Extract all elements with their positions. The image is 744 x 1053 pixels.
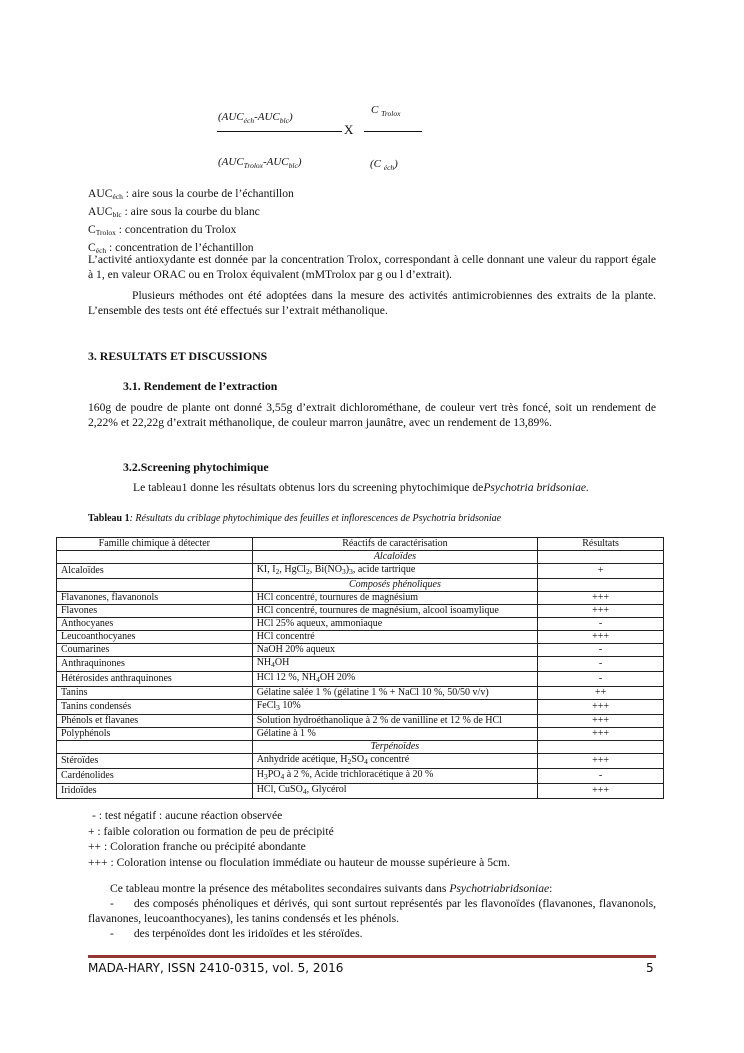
formula-c-trolox: C $_{Trolox}$ [371, 104, 401, 119]
table-row: Coumarines NaOH 20% aqueux - [57, 644, 664, 657]
table-row: Cardénolides $H_3PO_4$ à 2 %, Acide trichloracétique à 20 % - [57, 769, 664, 784]
table-legend [88, 808, 510, 870]
paragraph-methods: Plusieurs méthodes ont été adoptées dans la mesure des activités antimicrobiennes des extraits de la plante. L’ensemble des tests ont été effectués sur l’extrait méthanolique. [88, 289, 656, 317]
footer-page-number: 5 [646, 961, 654, 975]
table-header-row [57, 538, 664, 551]
header-family: Famille chimique à détecter [57, 538, 253, 551]
formula-numerator: $(AUC_{éch}-AUC_{blc})$ [218, 111, 293, 126]
table-row: Tanins Gélatine salée 1 % (gélatine 1 % + NaCl 10 %, 50/50 v/v) ++ [57, 687, 664, 700]
footer-journal: MADA-HARY, ISSN 2410-0315, vol. 5, 2016 [88, 961, 344, 975]
table-row: Anthraquinones $NH_4OH$ - [57, 657, 664, 672]
definitions-list [88, 186, 294, 258]
table-row: Hétérosides anthraquinones HCl 12 %, $NH_4OH$ 20% - [57, 672, 664, 687]
formula-denominator: $(AUC_{Trolox}-AUC_{blc})$ [218, 156, 302, 171]
definition-auc-ech: $AUC_{éch}$ : aire sous la courbe de l’échantillon [88, 187, 294, 201]
formula-fraction-bar-right [364, 131, 422, 132]
table-row: Stéroïdes Anhydride acétique, $H_2SO_4$ concentré +++ [57, 754, 664, 769]
table-row: Flavanones, flavanonols HCl concentré, tournures de magnésium +++ [57, 592, 664, 605]
header-reagents: Réactifs de caractérisation [252, 538, 537, 551]
table-row: Tanins condensés FeCl$_3$ 10% +++ [57, 700, 664, 715]
footer-rule [88, 955, 656, 958]
section-3-2-title: 3.2.Screening phytochimique [123, 460, 269, 474]
table-row: Leucoanthocyanes HCl concentré +++ [57, 631, 664, 644]
table-row: Alcaloïdes KI, $I_2$, HgCl$_2$, $Bi(NO_3)_3$, acide tartrique + [57, 564, 664, 579]
table-row: Flavones HCl concentré, tournures de magnésium, alcool isoamylique +++ [57, 605, 664, 618]
phytochemical-results-table [56, 537, 664, 799]
paragraph-summary: Ce tableau montre la présence des métabolites secondaires suivants dans Psychotriabridsoniae: [110, 882, 553, 895]
definition-c-ech: $C_{éch}$ : concentration de l’échantillon [88, 241, 254, 255]
bullet-terpenoids: - des terpénoïdes dont les iridoïdes et les stéroïdes. [110, 927, 363, 940]
formula-c-ech: (C $_{éch}$) [370, 158, 398, 173]
section-3-1-title: 3.1. Rendement de l’extraction [123, 379, 278, 393]
section-3-title: 3. RESULTATS ET DISCUSSIONS [88, 349, 268, 363]
table-row: Iridoïdes HCl, CuSO$_4$, Glycérol +++ [57, 784, 664, 799]
paragraph-screening: Le tableau1 donne les résultats obtenus lors du screening phytochimique dePsychotria bridsoniae. [133, 481, 589, 494]
formula-times: X [344, 122, 354, 137]
paragraph-activity: L’activité antioxydante est donnée par la concentration Trolox, correspondant à celle donnant une valeur du rapport égale à 1, en valeur ORAC ou en Trolox équivalent (mMTrolox par g ou l d’extrait). [88, 253, 656, 281]
legend-negative: - : test négatif : aucune réaction observée [92, 809, 283, 822]
definition-auc-blc: $AUC_{blc}$ : aire sous la courbe du blanc [88, 205, 260, 219]
table-row: Polyphénols Gélatine à 1 % +++ [57, 728, 664, 741]
formula-fraction-bar-left [217, 131, 342, 132]
legend-plus-plus-plus: +++ : Coloration intense ou floculation immédiate ou hauteur de mousse supérieure à 5cm. [88, 855, 511, 869]
group-row-terpenoides: Terpénoïdes [57, 741, 664, 754]
table-row: Phénols et flavanes Solution hydroéthanolique à 2 % de vanilline et 12 % de HCl +++ [57, 715, 664, 728]
bullet-phenolics: - des composés phénoliques et dérivés, qui sont surtout représentés par les flavonoïdes (flavanones, flavanonols, flavanones, leucoanthocyanes), les tanins condensés et les phénols. [88, 897, 656, 925]
group-row-alcaloides: Alcaloïdes [57, 551, 664, 564]
group-row-phenoliques: Composés phénoliques [57, 579, 664, 592]
legend-plus-plus: ++ : Coloration franche ou précipité abondante [88, 840, 306, 853]
table-caption: Tableau 1: Résultats du criblage phytochimique des feuilles et inflorescences de Psychotria bridsoniae [88, 513, 502, 524]
header-results: Résultats [538, 538, 664, 551]
table-row: Anthocyanes HCl 25% aqueux, ammoniaque - [57, 618, 664, 631]
legend-plus: + : faible coloration ou formation de peu de précipité [88, 824, 334, 838]
paragraph-yield: 160g de poudre de plante ont donné 3,55g d’extrait dichlorométhane, de couleur vert très foncé, soit un rendement de 2,22% et 22,22g d’extrait méthanolique, de couleur marron jaunâtre, avec un rendement de 13,89%. [88, 401, 656, 429]
definition-c-trolox: $C_{Trolox}$ : concentration du Trolox [88, 223, 237, 237]
